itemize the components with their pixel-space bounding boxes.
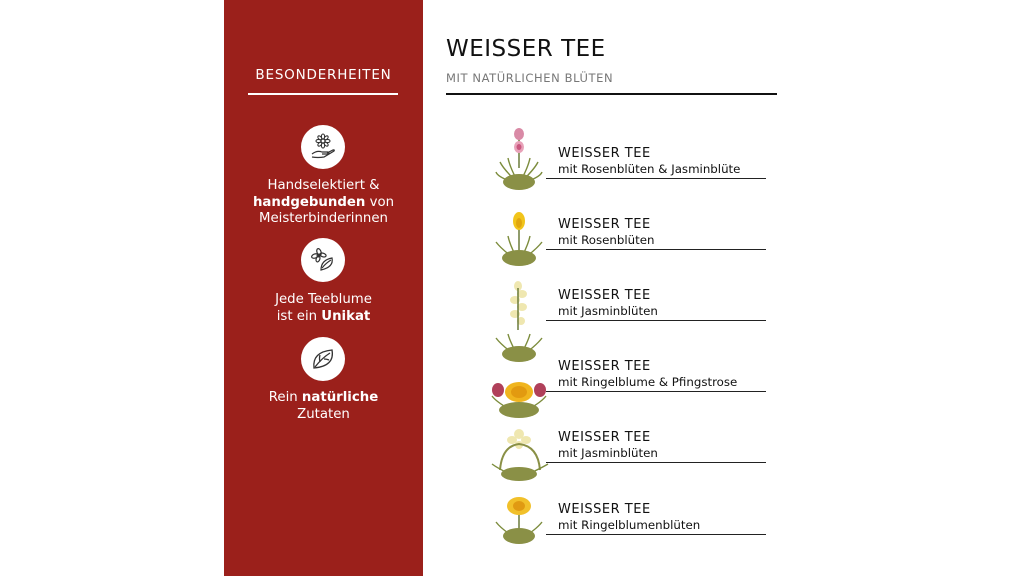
product-image [488, 280, 550, 342]
feature-1-line-3: Meisterbinderinnen [259, 211, 388, 226]
feature-handselected [224, 178, 423, 228]
feature-2-line-2 [224, 309, 423, 326]
feature-2-line-1: Jede Teeblume [275, 292, 372, 307]
product-image [488, 428, 550, 490]
feature-3-line-2: Zutaten [297, 406, 350, 422]
product-image [488, 492, 550, 554]
feature-1-line-2 [224, 195, 423, 212]
product-description: mit Rosenblüten [558, 233, 655, 247]
flower-leaf-icon [301, 238, 345, 282]
page-title: WEISSER TEE [446, 36, 606, 62]
feature-1-line-2-rest: von [365, 194, 395, 210]
product-divider [546, 462, 766, 463]
feature-1-bold: handgebunden [252, 194, 366, 210]
product-description: mit Rosenblüten & Jasminblüte [558, 162, 741, 176]
product-name: WEISSER TEE [558, 502, 651, 517]
product-divider [546, 391, 766, 392]
feature-natural [224, 390, 423, 423]
sidebar-heading: BESONDERHEITEN [255, 67, 392, 83]
product-description: mit Ringelblumenblüten [558, 518, 701, 532]
product-divider [546, 178, 766, 179]
product-name: WEISSER TEE [558, 288, 651, 303]
product-image [488, 206, 550, 268]
product-name: WEISSER TEE [558, 146, 651, 161]
title-divider [446, 93, 777, 95]
feature-3-line-1 [224, 390, 423, 407]
leaf-icon [301, 337, 345, 381]
product-divider [546, 534, 766, 535]
product-description: mit Jasminblüten [558, 446, 658, 460]
feature-2-line-2-pre: ist ein [276, 308, 322, 324]
hand-flower-icon [301, 125, 345, 169]
feature-unique [224, 292, 423, 325]
feature-3-line-1-pre: Rein [268, 390, 302, 405]
product-image [488, 374, 550, 436]
product-divider [546, 320, 766, 321]
product-description: mit Ringelblume & Pfingstrose [558, 375, 738, 389]
feature-1-line-1: Handselektiert & [267, 178, 380, 193]
product-name: WEISSER TEE [558, 430, 651, 445]
product-description: mit Jasminblüten [558, 304, 658, 318]
product-divider [546, 249, 766, 250]
product-image [488, 124, 550, 186]
page-subtitle: MIT NATÜRLICHEN BLÜTEN [446, 71, 614, 85]
sidebar-divider [248, 93, 398, 95]
product-name: WEISSER TEE [558, 359, 651, 374]
features-sidebar [224, 0, 423, 576]
product-name: WEISSER TEE [558, 217, 651, 232]
feature-3-bold: natürliche [301, 390, 379, 405]
feature-2-bold: Unikat [321, 308, 371, 324]
